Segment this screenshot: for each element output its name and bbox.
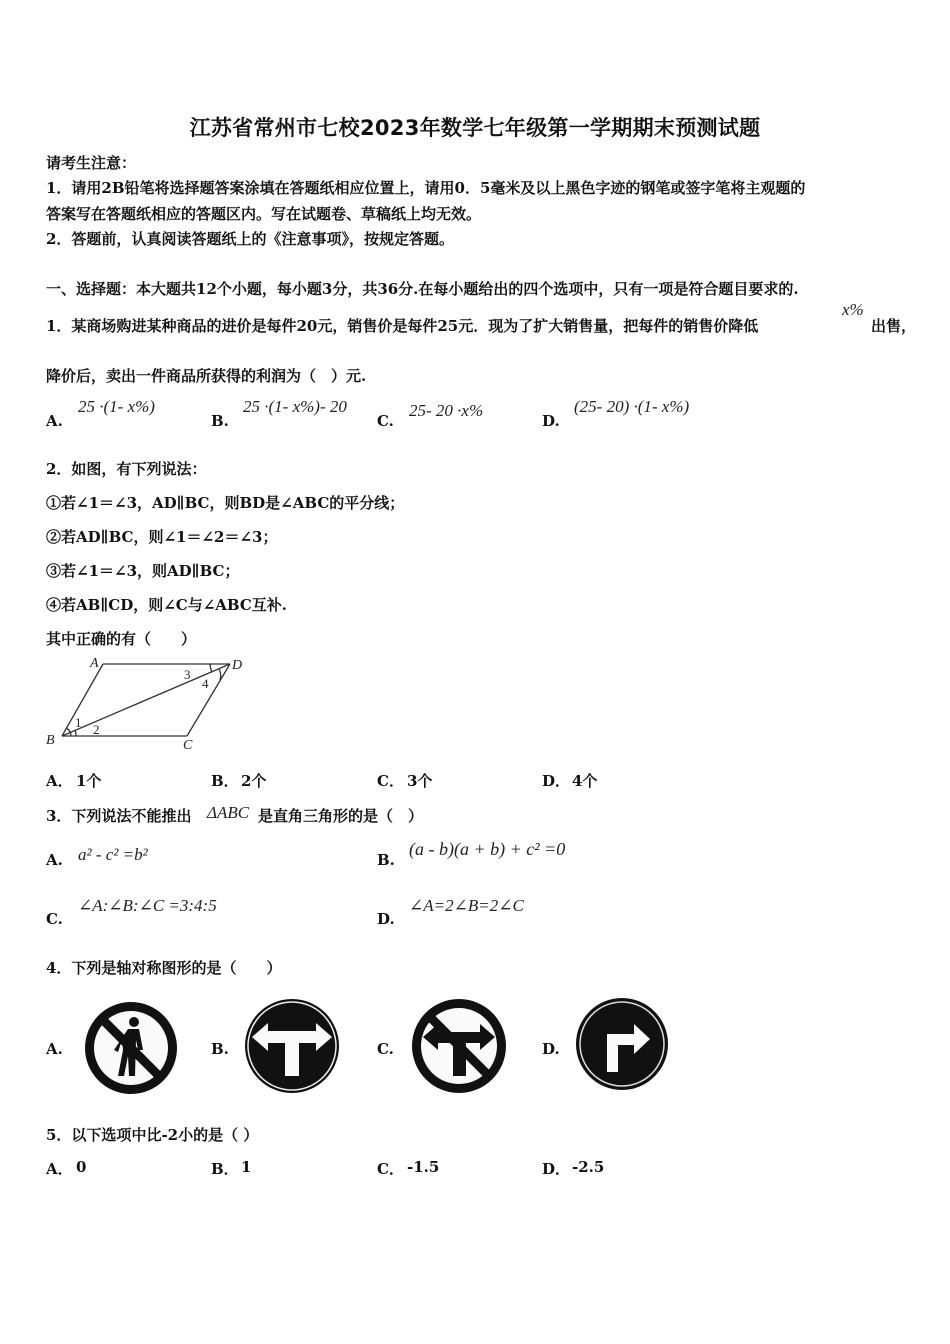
q2-option-c-text: 3个 bbox=[407, 772, 433, 790]
parallelogram-figure bbox=[40, 652, 255, 752]
q3-stem-part2: 是直角三角形的是（ ） bbox=[258, 807, 424, 825]
q3-option-a-label: A. bbox=[46, 851, 63, 869]
diagonal-bd bbox=[62, 664, 230, 736]
section-heading: 一、选择题：本大题共12个小题，每小题3分，共36分.在每小题给出的四个选项中，只有一项是符合题目要求的. bbox=[46, 280, 799, 298]
point-a-label: A bbox=[90, 656, 99, 671]
q1-option-c-expr: 25- 20 ·x% bbox=[409, 401, 484, 420]
q5-option-c-label: C． bbox=[377, 1160, 404, 1178]
no-left-right-turn-sign-icon bbox=[407, 996, 511, 1096]
q2-ask: 其中正确的有（ ） bbox=[46, 630, 197, 648]
no-pedestrians-sign-icon bbox=[78, 998, 184, 1098]
q3-triangle: ΔABC bbox=[207, 803, 250, 822]
q2-statement-3: ③若∠1＝∠3，则AD∥BC； bbox=[46, 562, 240, 580]
q5-stem: 5．以下选项中比-2小的是（ ） bbox=[46, 1126, 259, 1144]
q1-stem-part1: 1．某商场购进某种商品的进价是每件20元，销售价是每件25元．现为了扩大销售量，把每件的销售价降低 bbox=[46, 317, 759, 335]
q1-option-b-expr: 25 ·(1- x%)- 20 bbox=[243, 397, 347, 416]
q5-option-b-text: 1 bbox=[241, 1158, 252, 1176]
angle-2-label: 2 bbox=[93, 722, 100, 737]
q3-option-a-expr: a² - c² =b² bbox=[78, 845, 148, 864]
q5-option-a-label: A． bbox=[46, 1160, 73, 1178]
q2-option-a-text: 1个 bbox=[76, 772, 102, 790]
q1-option-a-label: A. bbox=[46, 412, 63, 430]
q4-stem: 4．下列是轴对称图形的是（ ） bbox=[46, 959, 282, 977]
q2-option-c-label: C． bbox=[377, 772, 404, 790]
angle-1-arc bbox=[66, 728, 71, 736]
q4-option-d-label: D. bbox=[542, 1040, 560, 1058]
q1-option-b-label: B. bbox=[211, 412, 229, 430]
notice-heading: 请考生注意： bbox=[46, 154, 137, 172]
page-title: 江苏省常州市七校2023年数学七年级第一学期期末预测试题 bbox=[189, 116, 761, 140]
right-turn-sign-icon bbox=[574, 996, 670, 1092]
q5-option-d-text: -2.5 bbox=[572, 1158, 605, 1176]
notice-line-1: 1．请用2B铅笔将选择题答案涂填在答题纸相应位置上，请用0．5毫米及以上黑色字迹的钢笔或签字笔将主观题的 bbox=[46, 179, 806, 197]
q2-option-a-label: A． bbox=[46, 772, 73, 790]
angle-3-label: 3 bbox=[184, 667, 191, 682]
q2-statement-1: ①若∠1＝∠3，AD∥BC，则BD是∠ABC的平分线； bbox=[46, 494, 405, 512]
q5-option-c-text: -1.5 bbox=[407, 1158, 440, 1176]
notice-line-2: 答案写在答题纸相应的答题区内。写在试题卷、草稿纸上均无效。 bbox=[46, 205, 482, 223]
point-d-label: D bbox=[232, 658, 243, 673]
q3-option-b-label: B. bbox=[377, 851, 395, 869]
q1-option-d-label: D. bbox=[542, 412, 560, 430]
q2-option-d-label: D． bbox=[542, 772, 571, 790]
q1-stem-part2: 出售， bbox=[871, 317, 917, 335]
q1-variable: x% bbox=[842, 300, 864, 319]
q4-option-a-label: A. bbox=[46, 1040, 63, 1058]
left-right-turn-sign-icon bbox=[242, 996, 342, 1096]
notice-line-3: 2．答题前，认真阅读答题纸上的《注意事项》，按规定答题。 bbox=[46, 230, 454, 248]
q2-statement-4: ④若AB∥CD，则∠C与∠ABC互补. bbox=[46, 596, 288, 614]
q3-option-d-label: D. bbox=[377, 910, 395, 928]
q5-option-a-text: 0 bbox=[76, 1158, 87, 1176]
q4-option-b-label: B. bbox=[211, 1040, 229, 1058]
q2-option-b-text: 2个 bbox=[241, 772, 267, 790]
q4-option-c-label: C. bbox=[377, 1040, 394, 1058]
q3-option-b-expr: (a - b)(a + b) + c² =0 bbox=[409, 839, 566, 859]
q2-option-b-label: B． bbox=[211, 772, 239, 790]
q5-option-b-label: B． bbox=[211, 1160, 239, 1178]
q3-option-c-label: C. bbox=[46, 910, 63, 928]
q3-stem-part1: 3．下列说法不能推出 bbox=[46, 807, 192, 825]
q3-option-d-expr: ∠A=2∠B=2∠C bbox=[409, 896, 524, 915]
angle-3-arc bbox=[210, 664, 212, 672]
angle-2-arc bbox=[75, 730, 76, 736]
q5-option-d-label: D． bbox=[542, 1160, 571, 1178]
angle-1-label: 1 bbox=[75, 715, 82, 730]
q2-stem: 2．如图，有下列说法： bbox=[46, 460, 207, 478]
point-b-label: B bbox=[46, 733, 55, 748]
segment-cd bbox=[187, 664, 230, 736]
q1-stem-part3: 降价后，卖出一件商品所获得的利润为（ ）元. bbox=[46, 367, 367, 385]
angle-4-arc bbox=[219, 669, 221, 680]
point-c-label: C bbox=[183, 738, 193, 752]
q1-option-d-expr: (25- 20) ·(1- x%) bbox=[574, 397, 690, 416]
q1-option-a-expr: 25 ·(1- x%) bbox=[78, 397, 155, 416]
angle-4-label: 4 bbox=[202, 676, 209, 691]
q2-option-d-text: 4个 bbox=[572, 772, 598, 790]
q2-statement-2: ②若AD∥BC，则∠1＝∠2＝∠3； bbox=[46, 528, 278, 546]
q1-option-c-label: C. bbox=[377, 412, 394, 430]
q3-option-c-expr: ∠A:∠B:∠C =3:4:5 bbox=[78, 896, 217, 915]
